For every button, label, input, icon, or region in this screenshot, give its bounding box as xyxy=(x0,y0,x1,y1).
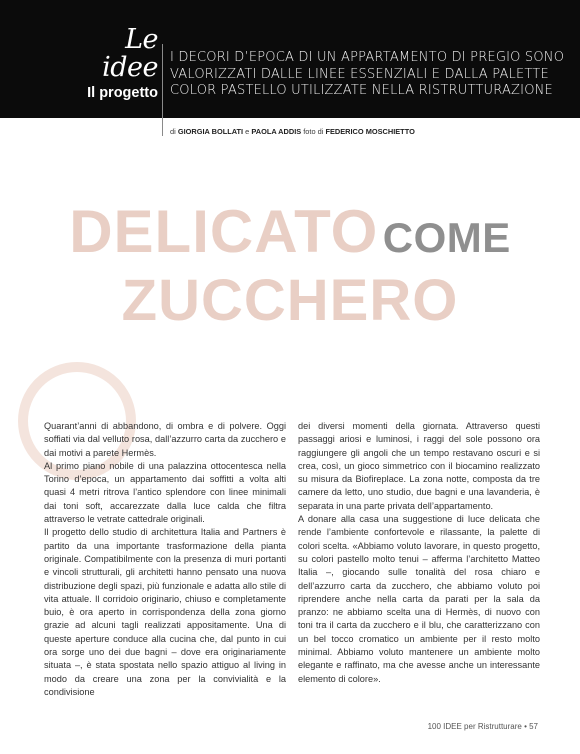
section-label xyxy=(70,26,158,102)
credits-photo-label: foto di xyxy=(303,127,324,136)
article-deck: I DECORI D’EPOCA DI UN APPARTAMENTO DI PREGIO SONO VALORIZZATI DALLE LINEE ESSENZIALI E DALLA PALETTE COLOR PASTELLO UTILIZZATE NELLA RISTRUTTURAZIONE xyxy=(170,50,565,98)
headline-line-1 xyxy=(0,198,580,274)
paragraph: Il progetto dello studio di architettura Italia and Partners è partito da una importante trasformazione della pianta originale. Compatibilmente con la presenza di muri portanti e vincoli strutturali, gli architetti hanno pensato una nuova distribuzione degli spazi, più funzionale e adatta allo stile di vita attuale. Il corridoio originario, chiuso e completamente buio, è ora aperto in corrispondenza della zona giorno grazie ad alcuni tagli realizzati appositamente. Una di queste aperture conduce alla cucina che, dal punto in cui ora sorge uno dei due bagni – dove era originariamente situata –, è stata spostata nello spazio attiguo al living in modo da creare una zona per la convivialità e la condivisione xyxy=(44,527,286,697)
section-subtitle: Il progetto xyxy=(87,85,158,101)
section-title: Le idee xyxy=(102,24,158,83)
credits-author-2: PAOLA ADDIS xyxy=(251,127,302,136)
article-credits xyxy=(170,127,415,136)
credits-connector: e xyxy=(245,127,250,136)
article-headline xyxy=(0,198,580,333)
paragraph: Al primo piano nobile di una palazzina ottocentesca nella Torino d’epoca, un appartamento dai soffitti a volta alti quasi 4 metri ritrova l’antico splendore con linee minimali dai toni soft, accarezzate dalla luce calda che filtra attraverso le vetrate cattedrale originali. xyxy=(44,460,286,525)
paragraph: dei diversi momenti della giornata. Attraverso questi passaggi ariosi e luminosi, i raggi del sole possono ora raggiungere gli angoli che un tempo restavano oscuri e si crea, così, un gioco simmetrico con il biocamino realizzato su misura da Biofireplace. La zona notte, composta da tre camere da letto, uno studio, due bagni e una lavanderia, è separata in una parte privata dell’appartamento. xyxy=(298,421,540,511)
credits-photographer: FEDERICO MOSCHIETTO xyxy=(325,127,415,136)
credits-prefix: di xyxy=(170,127,176,136)
page-folio: 100 IDEE per Ristrutturare • 57 xyxy=(427,722,538,731)
body-column-left xyxy=(44,420,286,699)
headline-word-delicato: DELICATO xyxy=(69,198,379,265)
paragraph: A donare alla casa una suggestione di luce delicata che rende l’ambiente confortevole e rilassante, la palette di colori scelta. «Abbiamo voluto lavorare, in questo progetto, su colori pastello molto tenui – afferma l’architetto Matteo Italia –, giocando sulle tonalità del rosa chiaro e dell’azzurro carta da zucchero, che abbiamo voluto poi riprendere anche nella carta da parati per la sala da pranzo: ne abbiamo scelta una di Hermès, di nuovo con toni tra il carta da zucchero e il blu, che caratterizzano con un bel tocco cromatico un ambiente per il resto molto minimal. Abbiamo voluto mantenere un ambiente molto elegante e raffinato, ma che avesse anche un interessante elemento di colore». xyxy=(298,514,540,684)
body-column-right xyxy=(298,420,540,686)
headline-word-zucchero: ZUCCHERO xyxy=(121,268,459,333)
paragraph: Quarant’anni di abbandono, di ombra e di polvere. Oggi soffiati via dal velluto rosa, dall’azzurro carta da zucchero e dai motivi a parete Hermès. xyxy=(44,421,286,458)
article-body xyxy=(44,420,540,697)
header-divider xyxy=(162,44,163,136)
headline-word-come: COME xyxy=(382,214,511,261)
credits-author-1: GIORGIA BOLLATI xyxy=(177,127,244,136)
